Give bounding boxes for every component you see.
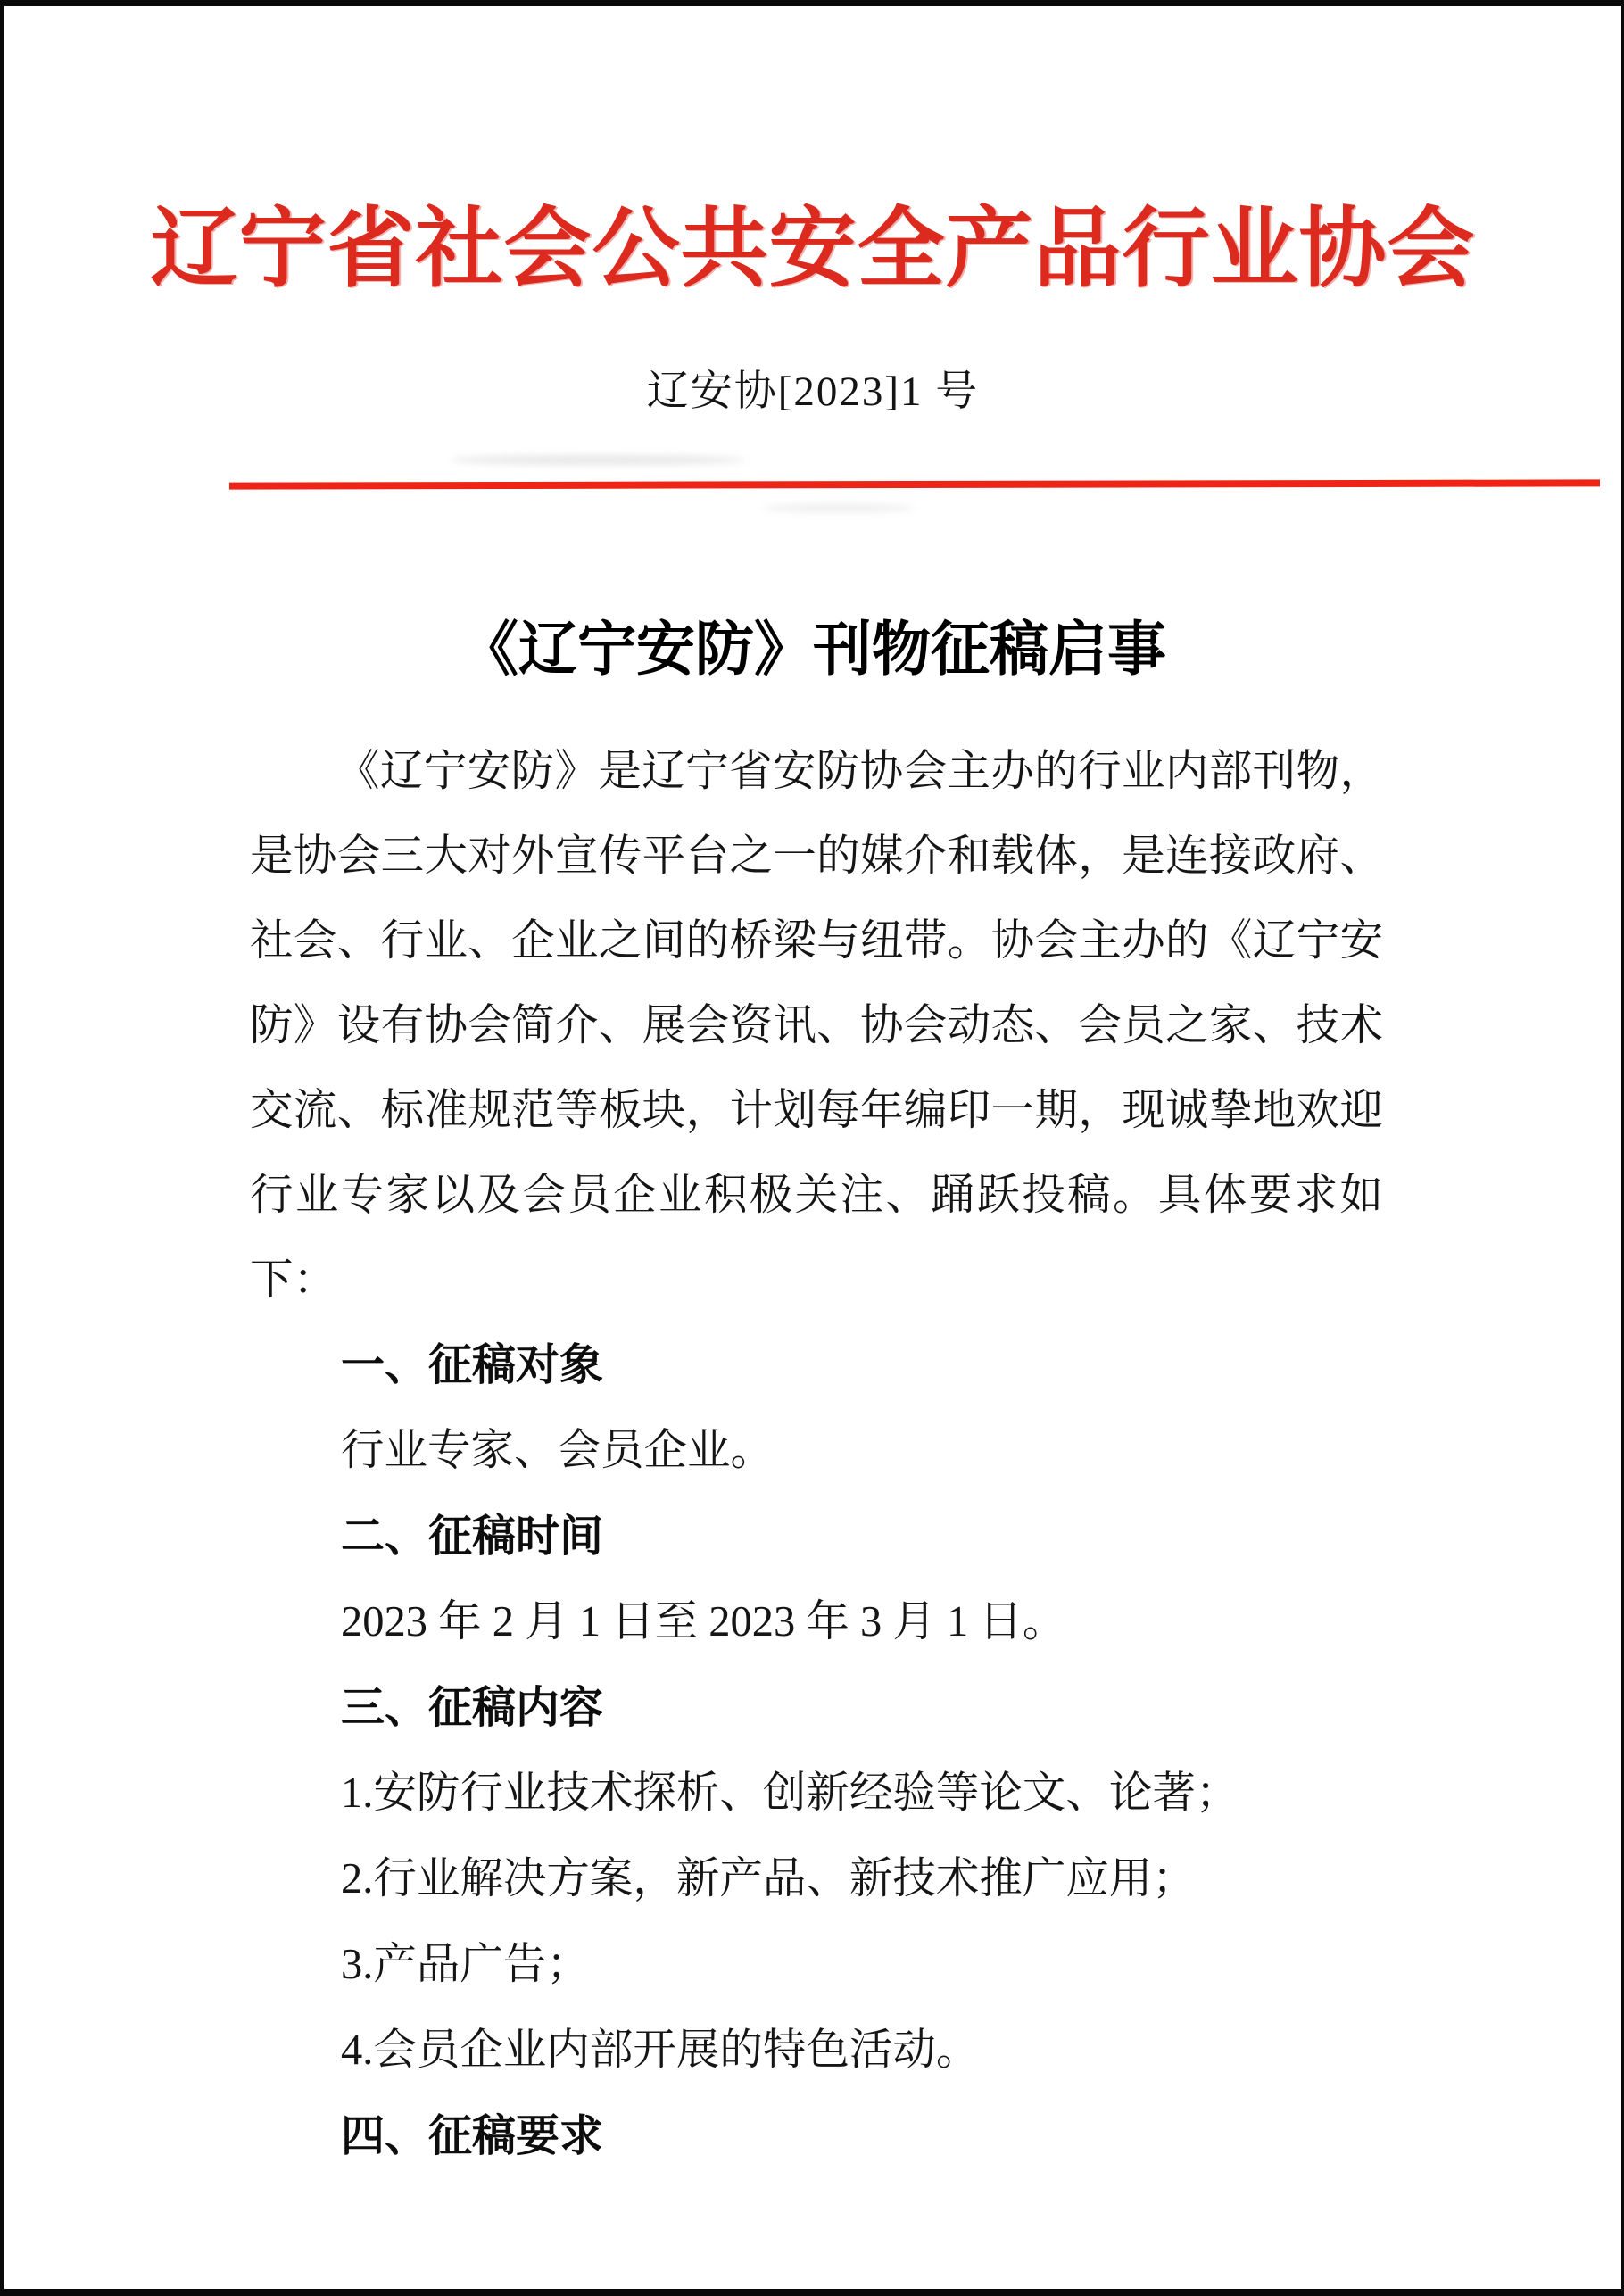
section-heading-4: 四、征稿要求 <box>341 2112 604 2160</box>
intro-paragraph: 《辽宁安防》是辽宁省安防协会主办的行业内部刊物，是协会三大对外宣传平台之一的媒介和载体，是连接政府、社会、行业、企业之间的桥梁与纽带。协会主办的《辽宁安防》设有协会简介、展会资讯、协会动态、会员之家、技术交流、标准规范等板块，计划每年编印一期，现诚挚地欢迎行业专家以及会员企业积极关注、踊跃投稿。具体要求如下： <box>250 748 1383 1304</box>
section-3-item-1: 1.安防行业技术探析、创新经验等论文、论著； <box>341 1770 1239 1817</box>
section-3-item-2: 2.行业解决方案，新产品、新技术推广应用； <box>341 1855 1196 1902</box>
organization-letterhead-title: 辽宁省社会公共安全产品行业协会 <box>150 202 1476 298</box>
scan-smudge <box>451 455 745 465</box>
document-body <box>250 729 1383 2179</box>
red-divider-rule <box>229 479 1600 489</box>
section-heading-1: 一、征稿对象 <box>341 1341 604 1389</box>
section-heading-2: 二、征稿时间 <box>341 1513 604 1561</box>
section-heading-3: 三、征稿内容 <box>341 1684 604 1732</box>
document-title: 《辽宁安防》刊物征稿启事 <box>460 618 1166 683</box>
scan-smudge <box>763 504 915 512</box>
section-1-item-1: 行业专家、会员企业。 <box>341 1427 775 1474</box>
section-3-item-4: 4.会员企业内部开展的特色活动。 <box>341 2027 980 2074</box>
section-2-item-1: 2023 年 2 月 1 日至 2023 年 3 月 1 日。 <box>341 1598 1066 1645</box>
section-3-item-3: 3.产品广告； <box>341 1941 590 1988</box>
document-number: 辽安协[2023]1 号 <box>646 369 980 415</box>
